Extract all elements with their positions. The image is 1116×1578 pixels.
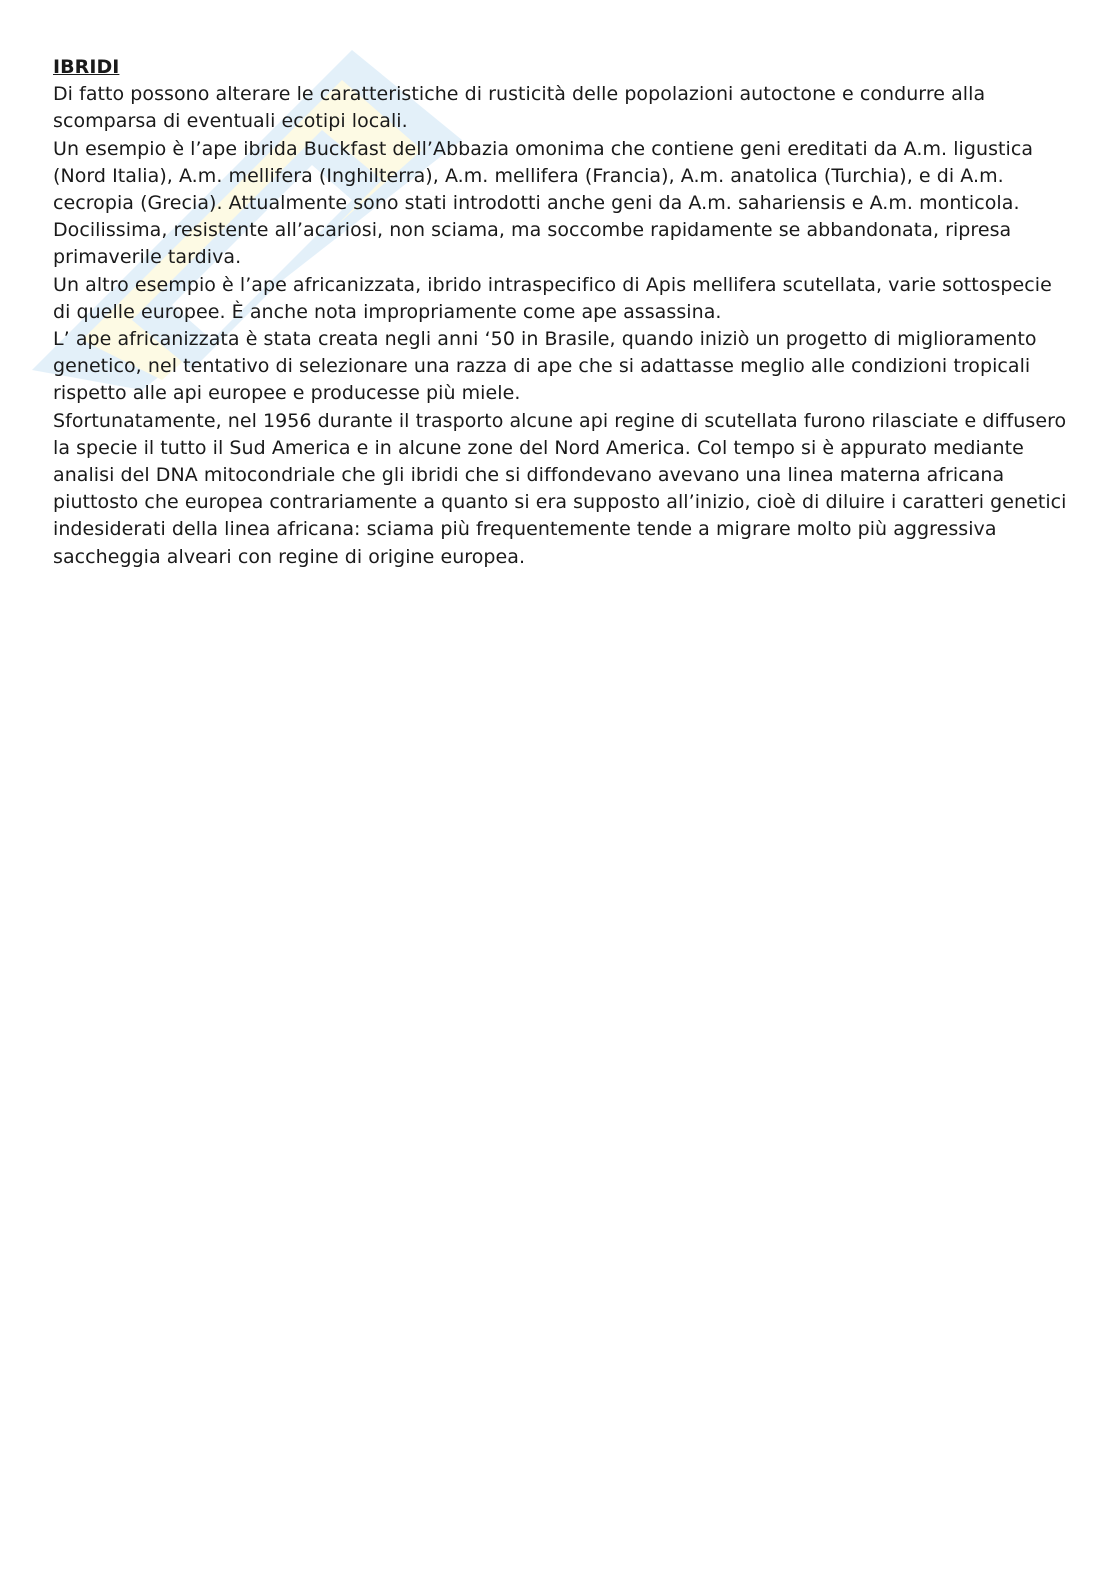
paragraph-intro: Di fatto possono alterare le caratteristiche di rusticità delle popolazioni autoctone e condurre alla scomparsa di eventuali ecotipi locali.: [53, 83, 986, 133]
paragraph-buckfast: Un esempio è l’ape ibrida Buckfast dell’Abbazia omonima che contiene geni ereditati da A.m. ligustica (Nord Italia), A.m. mellifera (Inghilterra), A.m. mellifera (Francia), A.m. anatolica (Turchia), e di A.m. cecropia (Grecia). Attualmente sono stati introdotti anche geni da A.m. sahariensis e A.m. monticola. Docilissima, resistente all’acariosi, non sciama, ma soccombe rapidamente se abbandonata, ripresa primaverile tardiva.: [53, 137, 1034, 269]
document-body: [53, 54, 1068, 571]
paragraph-africanized: Un altro esempio è l’ape africanizzata, ibrido intraspecifico di Apis mellifera scutellata, varie sottospecie di quelle europee. È anche nota impropriamente come ape assassina.: [53, 273, 1052, 323]
paragraph-spread: Sfortunatamente, nel 1956 durante il trasporto alcune api regine di scutellata furono rilasciate e diffusero la specie il tutto il Sud America e in alcune zone del Nord America. Col tempo si è appurato mediante analisi del DNA mitocondriale che gli ibridi che si diffondevano avevano una linea materna africana piuttosto che europea contrariamente a quanto si era supposto all’inizio, cioè di diluire i caratteri genetici indesiderati della linea africana: sciama più frequentemente tende a migrare molto più aggressiva saccheggia alveari con regine di origine europea.: [53, 409, 1067, 568]
section-heading: IBRIDI: [53, 56, 120, 78]
paragraph-brazil: L’ ape africanizzata è stata creata negli anni ‘50 in Brasile, quando iniziò un progetto di miglioramento genetico, nel tentativo di selezionare una razza di ape che si adattasse meglio alle condizioni tropicali rispetto alle api europee e producesse più miele.: [53, 328, 1037, 405]
